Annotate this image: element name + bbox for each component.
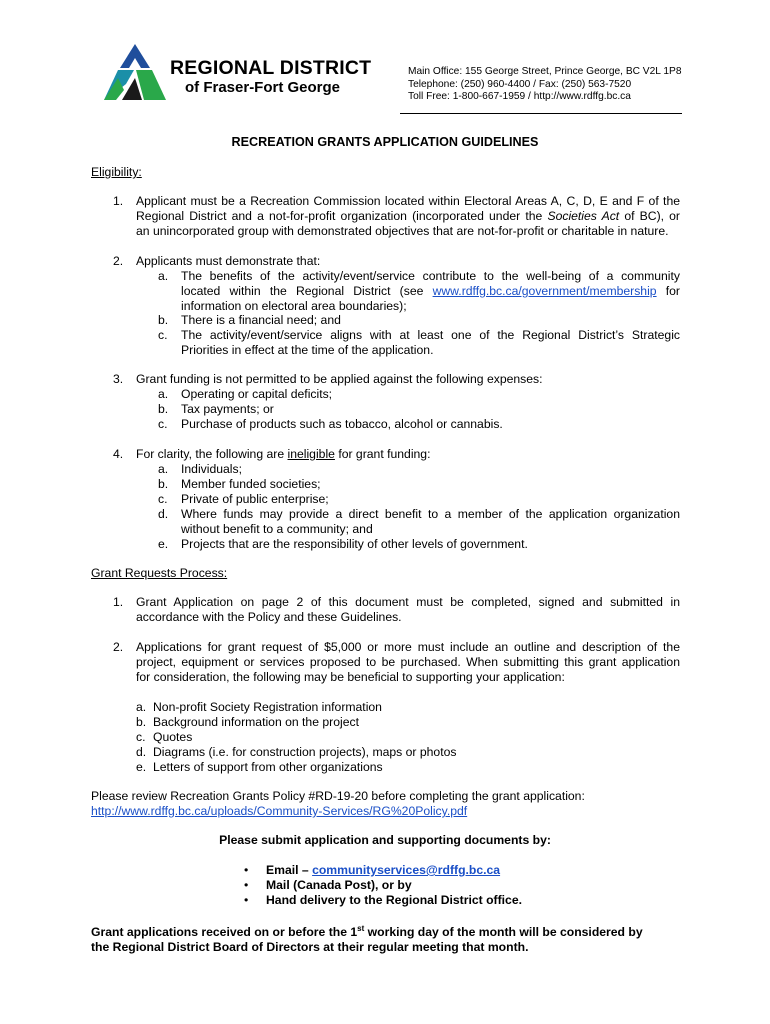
eligibility-item-2c: The activity/event/service aligns with at least one of the Regional District’s Strategic Priorities in effect at the time of the application. bbox=[181, 328, 680, 357]
list-item: without benefit to a community; and bbox=[181, 522, 373, 536]
list-item: Operating or capital deficits; bbox=[181, 387, 333, 401]
list-item: Member funded societies; bbox=[181, 477, 321, 491]
process-item-1-number: 1. bbox=[113, 595, 124, 609]
sub-label: b. bbox=[158, 313, 169, 327]
eligibility-item-4-intro: For clarity, the following are ineligible for grant funding: bbox=[136, 447, 431, 461]
sub-label: c. bbox=[158, 328, 168, 342]
bullet: • bbox=[244, 893, 249, 907]
contact-address: Main Office: 155 George Street, Prince George, BC V2L 1P8 bbox=[408, 66, 682, 77]
sub-label: c. bbox=[136, 730, 146, 744]
bullet: • bbox=[244, 863, 249, 877]
eligibility-item-1-line1: Applicant must be a Recreation Commission located within Electoral Areas A, C, D, E and F of the bbox=[136, 194, 680, 208]
closing-line1: Grant applications received on or before the 1st working day of the month will be considered by bbox=[91, 923, 643, 939]
eligibility-item-1-number: 1. bbox=[113, 194, 124, 208]
org-name-line1: REGIONAL DISTRICT bbox=[170, 57, 372, 79]
contact-phone: Telephone: (250) 960-4400 / Fax: (250) 563-7520 bbox=[408, 78, 632, 90]
sub-label: e. bbox=[158, 537, 169, 551]
process-item-2-number: 2. bbox=[113, 640, 124, 654]
eligibility-item-3-intro: Grant funding is not permitted to be applied against the following expenses: bbox=[136, 372, 543, 386]
list-item: Quotes bbox=[153, 730, 193, 744]
process-item-1: Grant Application on page 2 of this document must be completed, signed and submitted in accordance with the Policy and these Guidelines. bbox=[136, 595, 680, 624]
eligibility-heading: Eligibility: bbox=[91, 165, 142, 179]
header-divider bbox=[400, 113, 682, 114]
eligibility-item-4-number: 4. bbox=[113, 447, 124, 461]
submit-hand-delivery: Hand delivery to the Regional District office. bbox=[266, 893, 522, 907]
list-item: Letters of support from other organizations bbox=[153, 760, 383, 774]
list-item: Background information on the project bbox=[153, 715, 359, 729]
sub-label: d. bbox=[158, 507, 169, 521]
contact-block bbox=[408, 66, 682, 104]
sub-label: b. bbox=[136, 715, 147, 729]
list-item: Where funds may provide a direct benefit to a member of the application organization bbox=[181, 507, 680, 521]
eligibility-item-2a: The benefits of the activity/event/service contribute to the well-being of a community located within the Regional District (see www.rdffg.bc.ca/government/membership for information on electoral area boundaries); bbox=[181, 269, 680, 313]
eligibility-item-3-number: 3. bbox=[113, 372, 124, 386]
sub-label: b. bbox=[158, 402, 169, 416]
eligibility-item-2-number: 2. bbox=[113, 254, 124, 268]
list-item: Diagrams (i.e. for construction projects), maps or photos bbox=[153, 745, 457, 759]
list-item: Tax payments; or bbox=[181, 402, 274, 416]
list-item: Non-profit Society Registration information bbox=[153, 700, 382, 714]
submit-heading: Please submit application and supporting documents by: bbox=[219, 833, 551, 847]
sub-label: c. bbox=[158, 417, 168, 431]
sub-label: a. bbox=[158, 462, 169, 476]
policy-review-text: Please review Recreation Grants Policy #RD-19-20 before completing the grant application: bbox=[91, 789, 585, 803]
eligibility-item-1-line2: Regional District and a not-for-profit organization (incorporated under the Societies Act of BC), or bbox=[136, 209, 680, 223]
sub-label: a. bbox=[158, 269, 169, 283]
closing-line2: the Regional District Board of Directors at their regular meeting that month. bbox=[91, 940, 529, 954]
list-item: Private of public enterprise; bbox=[181, 492, 329, 506]
bullet: • bbox=[244, 878, 249, 892]
sub-label: e. bbox=[136, 760, 147, 774]
email-link[interactable]: communityservices@rdffg.bc.ca bbox=[312, 863, 501, 877]
page-title: RECREATION GRANTS APPLICATION GUIDELINES bbox=[231, 135, 539, 149]
sub-label: d. bbox=[136, 745, 147, 759]
policy-link[interactable]: http://www.rdffg.bc.ca/uploads/Community-Services/RG%20Policy.pdf bbox=[91, 804, 468, 818]
org-name-line2: of Fraser-Fort George bbox=[185, 79, 341, 96]
regional-district-logo bbox=[104, 42, 166, 100]
eligibility-item-1-line3: an unincorporated group with demonstrated objectives that are not-for-profit or charitable in nature. bbox=[136, 224, 669, 238]
sub-label: a. bbox=[136, 700, 147, 714]
sub-label: b. bbox=[158, 477, 169, 491]
process-heading: Grant Requests Process: bbox=[91, 566, 228, 580]
list-item: Individuals; bbox=[181, 462, 242, 476]
process-item-2: Applications for grant request of $5,000 or more must include an outline and description of the project, equipment or services proposed to be purchased. When submitting this grant application for consideration, the following may be beneficial to supporting your application: bbox=[136, 640, 680, 684]
contact-tollfree: Toll Free: 1-800-667-1959 / http://www.rdffg.bc.ca bbox=[408, 91, 631, 102]
eligibility-item-2b: There is a financial need; and bbox=[181, 313, 341, 327]
eligibility-item-2-intro: Applicants must demonstrate that: bbox=[136, 254, 321, 268]
sub-label: c. bbox=[158, 492, 168, 506]
list-item: Projects that are the responsibility of other levels of government. bbox=[181, 537, 528, 551]
submit-email: Email – communityservices@rdffg.bc.ca bbox=[266, 863, 501, 877]
sub-label: a. bbox=[158, 387, 169, 401]
eligibility-item-1 bbox=[136, 194, 680, 239]
submit-mail: Mail (Canada Post), or by bbox=[266, 878, 412, 892]
membership-link[interactable]: www.rdffg.bc.ca/government/membership bbox=[432, 284, 657, 298]
list-item: Purchase of products such as tobacco, alcohol or cannabis. bbox=[181, 417, 503, 431]
